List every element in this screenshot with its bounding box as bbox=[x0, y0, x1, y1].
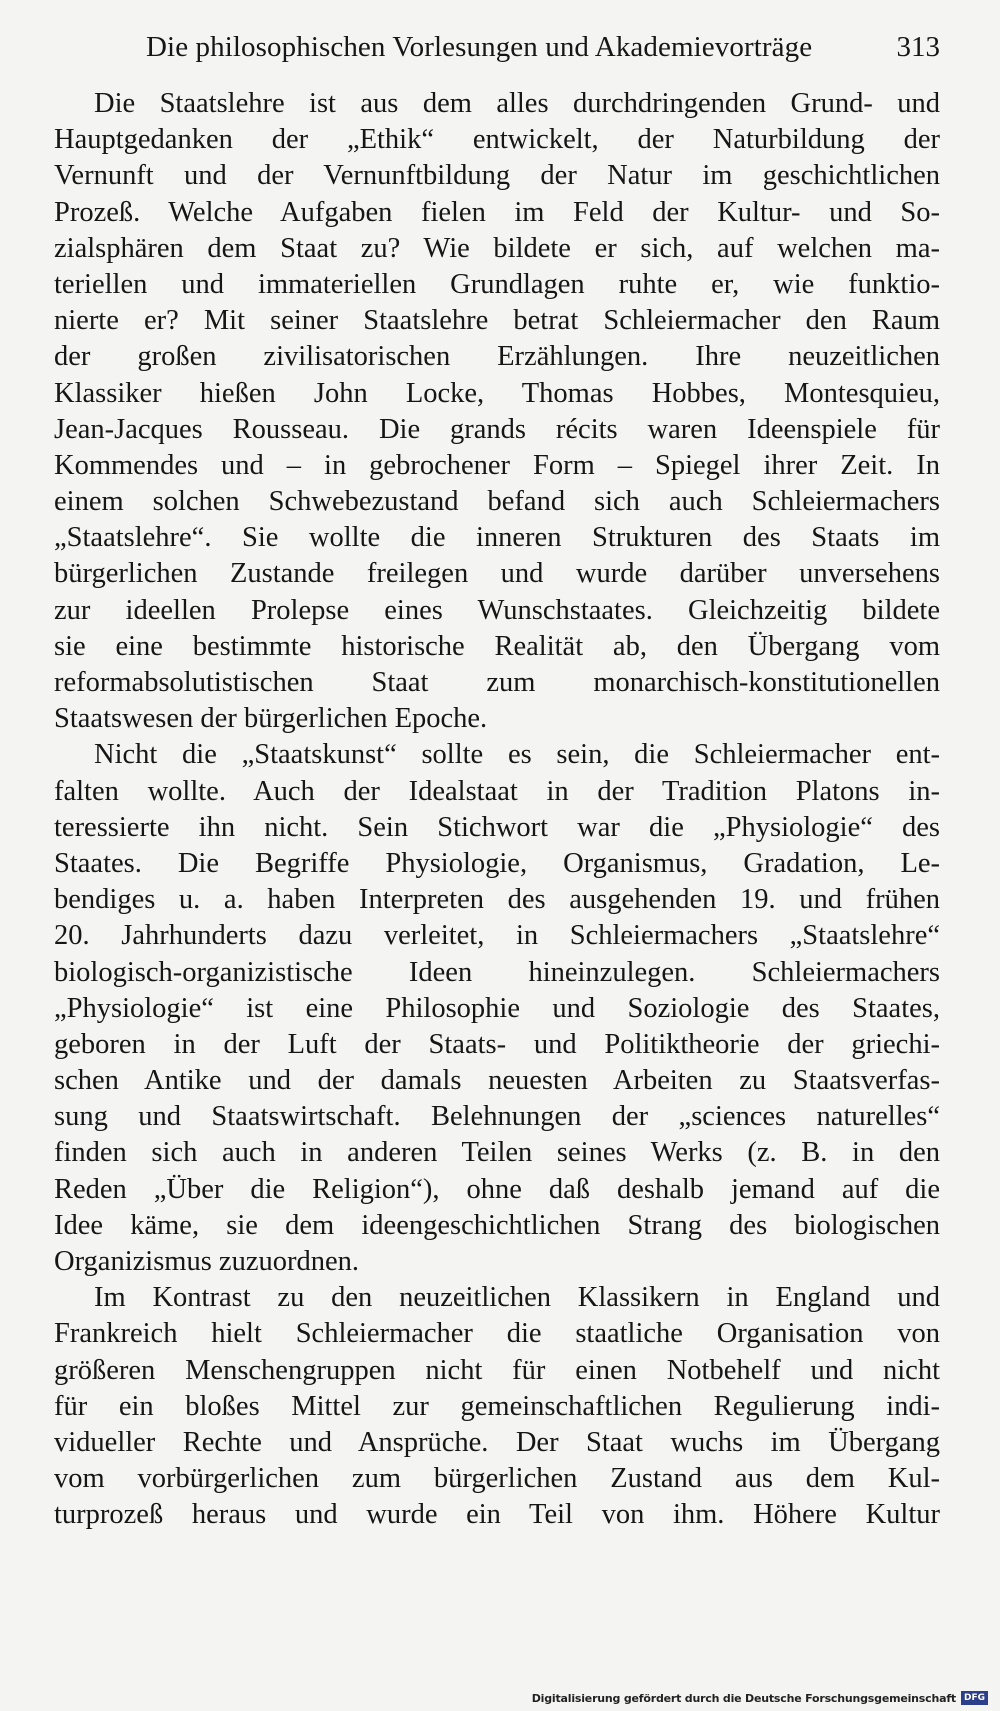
text-line: vidueller Rechte und Ansprüche. Der Staat wuchs im Übergang bbox=[54, 1426, 940, 1458]
text-line: reformabsolutistischen Staat zum monarchisch-konstitutionellen bbox=[54, 667, 940, 698]
text-line: turprozeß heraus und wurde ein Teil von ihm. Höhere Kultur bbox=[54, 1499, 940, 1531]
text-line: Idee käme, sie dem ideengeschichtlichen Strang des biologischen bbox=[54, 1209, 940, 1241]
paragraph bbox=[54, 86, 940, 737]
paragraph bbox=[54, 1280, 940, 1533]
digitization-footer bbox=[532, 1691, 988, 1705]
dfg-logo-icon: DFG bbox=[961, 1691, 988, 1705]
text-line: Kommendes und – in gebrochener Form – Spiegel ihrer Zeit. In bbox=[54, 449, 940, 481]
text-line: Staates. Die Begriffe Physiologie, Organismus, Gradation, Le- bbox=[54, 847, 940, 879]
text-line: Die Staatslehre ist aus dem alles durchdringenden Grund- und bbox=[94, 88, 940, 119]
text-line: nierte er? Mit seiner Staatslehre betrat Schleiermacher den Raum bbox=[54, 305, 940, 337]
text-line: zialsphären dem Staat zu? Wie bildete er sich, auf welchen ma- bbox=[54, 232, 940, 264]
text-line: Frankreich hielt Schleiermacher die staatliche Organisation von bbox=[54, 1318, 940, 1350]
paragraph bbox=[54, 737, 940, 1280]
text-line: biologisch-organizistische Ideen hineinzulegen. Schleiermachers bbox=[54, 956, 940, 988]
text-line: der großen zivilisatorischen Erzählungen. Ihre neuzeitlichen bbox=[54, 341, 940, 373]
text-line: Organizismus zuzuordnen. bbox=[54, 1246, 359, 1277]
text-line: schen Antike und der damals neuesten Arbeiten zu Staatsverfas- bbox=[54, 1065, 940, 1097]
text-line: teriellen und immateriellen Grundlagen ruhte er, wie funktio- bbox=[54, 268, 940, 300]
text-line: vom vorbürgerlichen zum bürgerlichen Zustand aus dem Kul- bbox=[54, 1463, 940, 1495]
text-line: für ein bloßes Mittel zur gemeinschaftlichen Regulierung indi- bbox=[54, 1390, 940, 1422]
page-number: 313 bbox=[896, 31, 940, 63]
text-line: 20. Jahrhunderts dazu verleitet, in Schleiermachers „Staatslehre“ bbox=[54, 920, 940, 952]
text-line: geboren in der Luft der Staats- und Politiktheorie der griechi- bbox=[54, 1028, 940, 1060]
text-line: größeren Menschengruppen nicht für einen Notbehelf und nicht bbox=[54, 1354, 940, 1386]
text-line: Klassiker hießen John Locke, Thomas Hobbes, Montesquieu, bbox=[54, 377, 940, 409]
text-line: Hauptgedanken der „Ethik“ entwickelt, der Naturbildung der bbox=[54, 124, 940, 156]
funding-note: Digitalisierung gefördert durch die Deutsche Forschungsgemeinschaft bbox=[531, 1691, 956, 1705]
text-line: „Staatslehre“. Sie wollte die inneren Strukturen des Staats im bbox=[54, 522, 940, 554]
text-line: bürgerlichen Zustande freilegen und wurde darüber unversehens bbox=[54, 558, 940, 590]
text-line: sie eine bestimmte historische Realität ab, den Übergang vom bbox=[54, 630, 940, 662]
text-line: einem solchen Schwebezustand befand sich auch Schleiermachers bbox=[54, 486, 940, 518]
text-line: zur ideellen Prolepse eines Wunschstaates. Gleichzeitig bildete bbox=[54, 594, 940, 626]
text-line: falten wollte. Auch der Idealstaat in der Tradition Platons in- bbox=[54, 775, 940, 807]
text-line: teressierte ihn nicht. Sein Stichwort war die „Physiologie“ des bbox=[54, 811, 940, 843]
text-line: finden sich auch in anderen Teilen seines Werks (z. B. in den bbox=[54, 1137, 940, 1169]
text-line: Jean-Jacques Rousseau. Die grands récits waren Ideenspiele für bbox=[54, 413, 940, 445]
text-line: Staatswesen der bürgerlichen Epoche. bbox=[54, 703, 488, 735]
running-title: Die philosophischen Vorlesungen und Akademievorträge bbox=[146, 31, 813, 63]
body-text bbox=[54, 86, 940, 1534]
text-line: Vernunft und der Vernunftbildung der Natur im geschichtlichen bbox=[54, 160, 940, 192]
text-line: Im Kontrast zu den neuzeitlichen Klassikern in England und bbox=[94, 1282, 940, 1314]
text-line: bendiges u. a. haben Interpreten des ausgehenden 19. und frühen bbox=[54, 884, 940, 916]
text-line: sung und Staatswirtschaft. Belehnungen der „sciences naturelles“ bbox=[54, 1101, 940, 1133]
text-line: Nicht die „Staatskunst“ sollte es sein, die Schleiermacher ent- bbox=[94, 739, 940, 771]
text-line: Reden „Über die Religion“), ohne daß deshalb jemand auf die bbox=[54, 1173, 940, 1205]
text-line: Prozeß. Welche Aufgaben fielen im Feld der Kultur- und So- bbox=[54, 196, 940, 228]
text-line: „Physiologie“ ist eine Philosophie und Soziologie des Staates, bbox=[54, 992, 940, 1024]
running-header bbox=[54, 26, 940, 68]
